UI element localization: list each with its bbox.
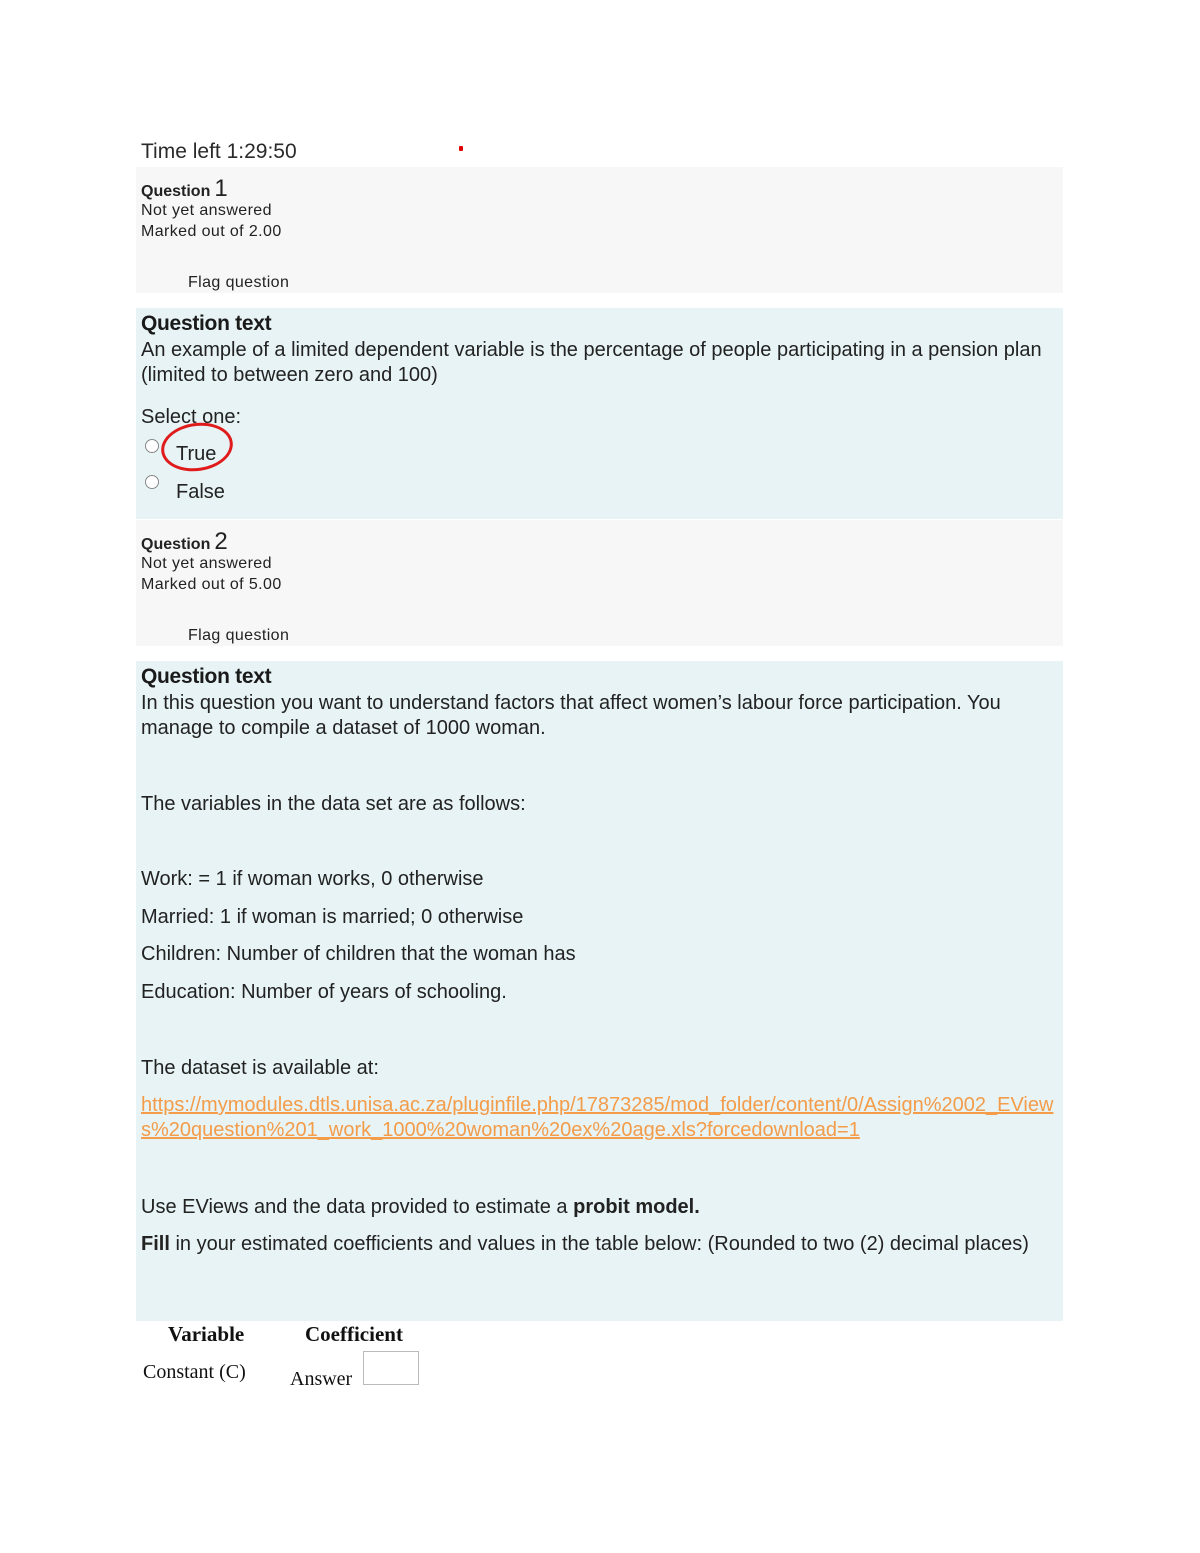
question-text-heading: Question text xyxy=(141,312,272,335)
table-header-variable: Variable xyxy=(168,1322,245,1346)
variable-education: Education: Number of years of schooling. xyxy=(141,981,507,1003)
question-grade: Marked out of 2.00 xyxy=(141,223,282,240)
question-2-intro: In this question you want to understand factors that affect women’s labour force participation. You manage to compile a dataset of 1000 woman. xyxy=(141,692,1001,739)
select-one-prompt: Select one: xyxy=(141,406,242,428)
variables-intro: The variables in the data set are as follows: xyxy=(141,793,526,815)
option-true-label[interactable]: True xyxy=(176,443,217,465)
option-false-label[interactable]: False xyxy=(176,481,225,503)
dataset-intro: The dataset is available at: xyxy=(141,1057,379,1079)
option-true-radio[interactable] xyxy=(145,439,159,453)
question-2-info xyxy=(136,520,1063,646)
question-state: Not yet answered xyxy=(141,202,272,219)
question-grade: Marked out of 5.00 xyxy=(141,576,282,593)
annotation-dot xyxy=(459,146,463,151)
dataset-link[interactable]: https://mymodules.dtls.unisa.ac.za/pluginfile.php/17873285/mod_folder/content/0/Assign%2002_EViews%20question%201_work_1000%20woman%20ex%20age.xls?forcedownload=1 xyxy=(141,1094,1054,1141)
flag-question-button[interactable]: Flag question xyxy=(188,627,290,644)
question-1-text: An example of a limited dependent variable is the percentage of people participating in a pension plan (limited to between zero and 100) xyxy=(141,339,1042,386)
table-header-coefficient: Coefficient xyxy=(305,1322,403,1346)
question-number: Question 1 xyxy=(141,175,228,202)
instruction: Use EViews and the data provided to estimate a probit model. xyxy=(141,1196,700,1218)
question-2-content xyxy=(136,661,1063,1321)
question-number: Question 2 xyxy=(141,528,228,555)
flag-question-button[interactable]: Flag question xyxy=(188,274,290,291)
option-false-radio[interactable] xyxy=(145,475,159,489)
table-row-variable: Constant (C) xyxy=(143,1361,246,1383)
question-1-info xyxy=(136,167,1063,293)
variable-work: Work: = 1 if woman works, 0 otherwise xyxy=(141,868,484,890)
question-text-heading: Question text xyxy=(141,665,272,688)
time-left: Time left 1:29:50 xyxy=(141,140,297,163)
question-1-content xyxy=(136,308,1063,519)
fill-instruction: Fill in your estimated coefficients and values in the table below: (Rounded to two (2) decimal places) xyxy=(141,1233,1029,1255)
answer-input[interactable] xyxy=(363,1351,419,1385)
variable-married: Married: 1 if woman is married; 0 otherwise xyxy=(141,906,524,928)
answer-label: Answer xyxy=(290,1368,353,1390)
question-state: Not yet answered xyxy=(141,555,272,572)
variable-children: Children: Number of children that the woman has xyxy=(141,943,576,965)
